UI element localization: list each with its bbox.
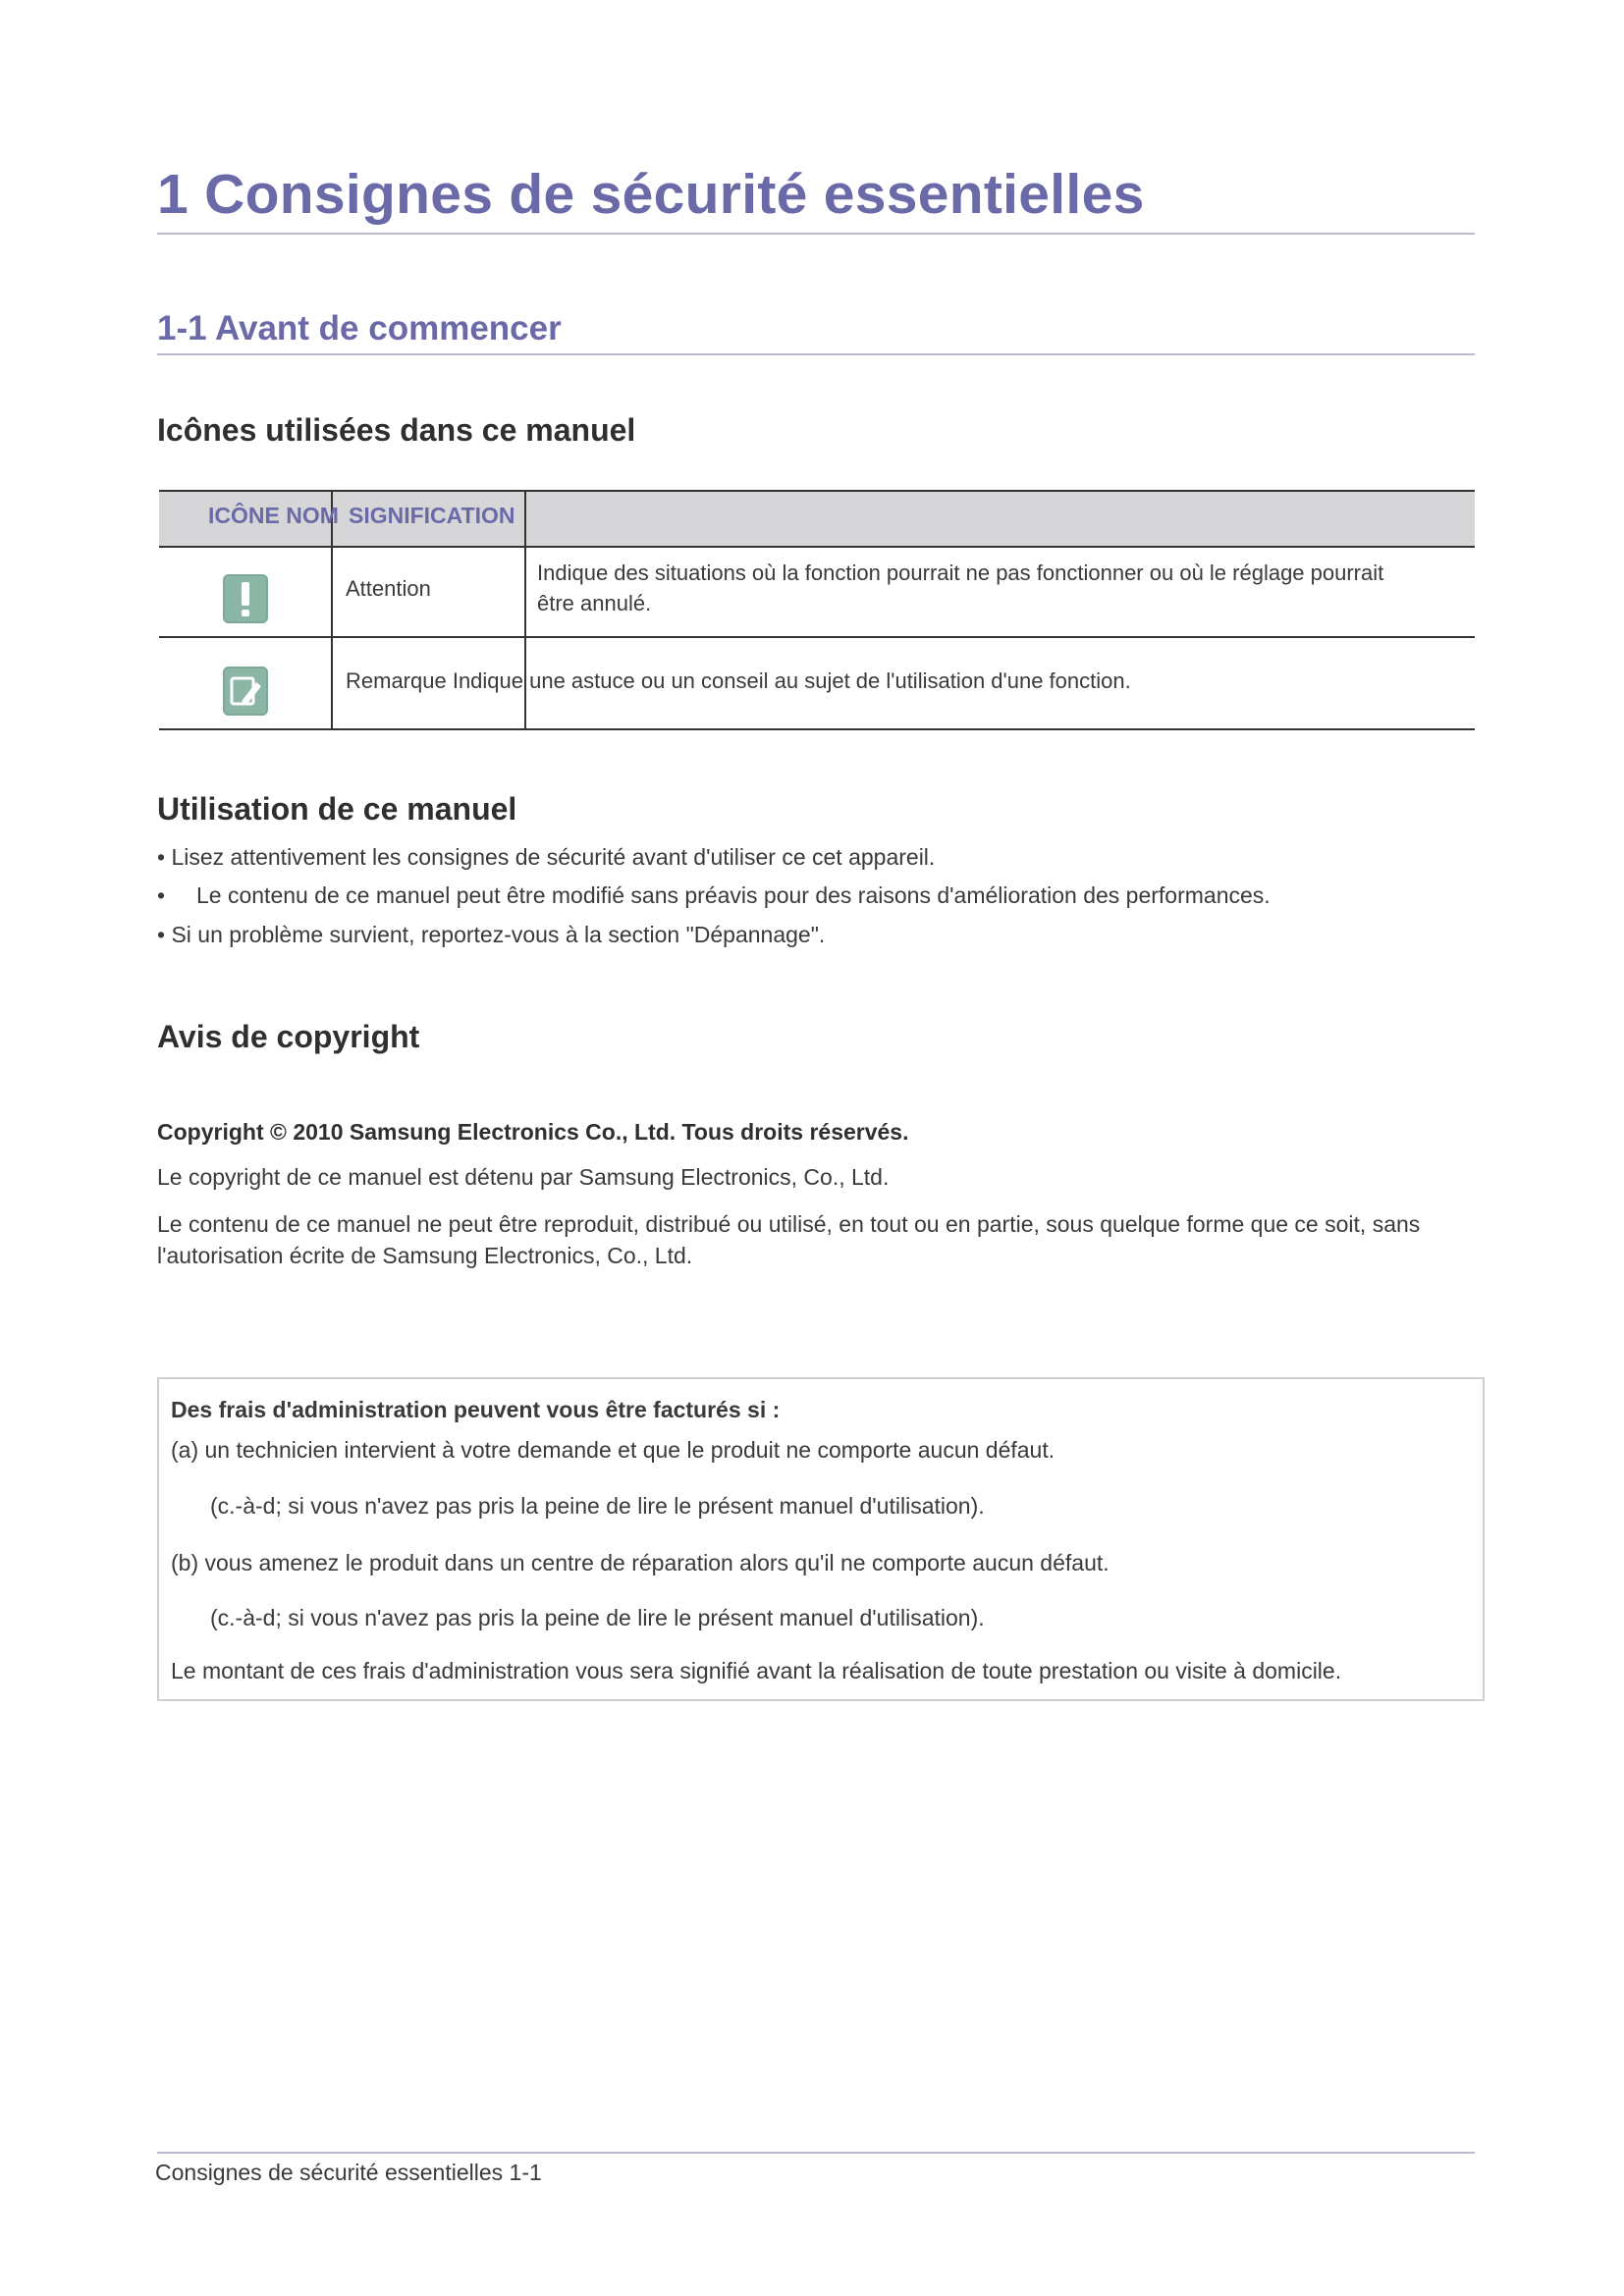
title-rule [157, 233, 1475, 235]
notice-closing: Le montant de ces frais d'administration vous sera signifié avant la réalisation de toute prestation ou visite à domicile. [171, 1658, 1342, 1683]
notice-title: Des frais d'administration peuvent vous être facturés si : [171, 1397, 781, 1422]
header-icon-name: ICÔNE NOM [208, 503, 339, 528]
page-footer: Consignes de sécurité essentielles 1-1 [155, 2160, 542, 2185]
section-title: 1-1 Avant de commencer [157, 309, 562, 347]
pencil-note-icon [223, 667, 268, 716]
admin-fees-notice [157, 1377, 1485, 1701]
notice-item-b-note: (c.-à-d; si vous n'avez pas pris la peine de lire le présent manuel d'utilisation). [210, 1605, 985, 1630]
footer-rule [157, 2152, 1475, 2154]
usage-heading: Utilisation de ce manuel [157, 791, 517, 827]
notice-item-a: (a) un technicien intervient à votre demande et que le produit ne comporte aucun défaut. [171, 1437, 1056, 1463]
row-attention-meaning-2: être annulé. [537, 591, 652, 615]
notice-item-a-note: (c.-à-d; si vous n'avez pas pris la peine de lire le présent manuel d'utilisation). [210, 1493, 985, 1519]
row-attention-meaning-1: Indique des situations où la fonction pourrait ne pas fonctionner ou où le réglage pourrait [537, 561, 1384, 585]
icons-heading: Icônes utilisées dans ce manuel [157, 412, 636, 448]
usage-item: • Le contenu de ce manuel peut être modifié sans préavis pour des raisons d'amélioration des performances. [157, 882, 1271, 908]
copyright-line-2a: Le contenu de ce manuel ne peut être reproduit, distribué ou utilisé, en tout ou en partie, sous quelque forme que ce soit, sans [157, 1211, 1421, 1237]
exclamation-icon [223, 574, 268, 623]
copyright-heading: Avis de copyright [157, 1019, 420, 1054]
header-meaning: SIGNIFICATION [349, 503, 515, 528]
row-remarque-text: Remarque Indique une astuce ou un conseil au sujet de l'utilisation d'une fonction. [346, 668, 1131, 693]
row-attention-name: Attention [346, 576, 431, 601]
notice-item-b: (b) vous amenez le produit dans un centre de réparation alors qu'il ne comporte aucun défaut. [171, 1550, 1110, 1575]
copyright-line-2b: l'autorisation écrite de Samsung Electronics, Co., Ltd. [157, 1243, 693, 1268]
usage-item: • Si un problème survient, reportez-vous à la section "Dépannage". [157, 922, 826, 947]
copyright-line-1: Le copyright de ce manuel est détenu par Samsung Electronics, Co., Ltd. [157, 1164, 890, 1190]
page-title: 1 Consignes de sécurité essentielles [157, 163, 1145, 226]
usage-item: • Lisez attentivement les consignes de sécurité avant d'utiliser ce cet appareil. [157, 844, 936, 870]
copyright-statement: Copyright © 2010 Samsung Electronics Co., Ltd. Tous droits réservés. [157, 1119, 909, 1145]
section-rule [157, 353, 1475, 355]
